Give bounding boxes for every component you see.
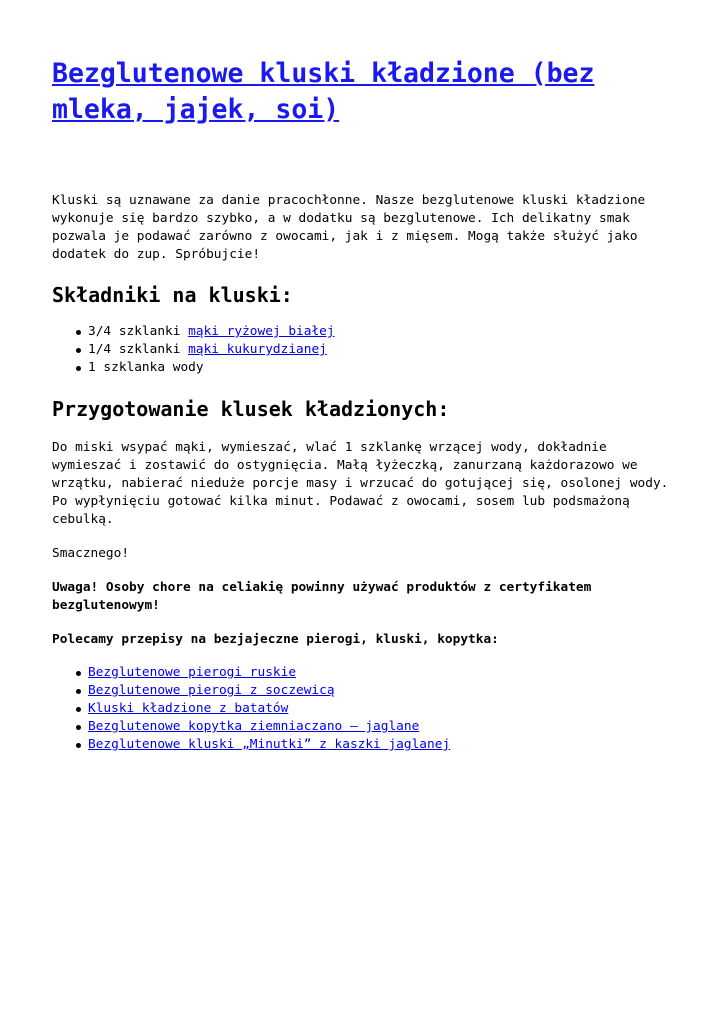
recipe-list-item <box>88 664 682 682</box>
article-title-link[interactable]: Bezglutenowe kluski kładzione (bez mleka, jajek, soi) <box>52 58 595 125</box>
article-title <box>52 56 682 128</box>
ingredients-list <box>52 323 682 377</box>
recipe-list-item <box>88 736 682 754</box>
recipe-link-kopytka[interactable]: Bezglutenowe kopytka ziemniaczano – jaglane <box>88 719 420 734</box>
ingredient-text: 1 szklanka wody <box>88 360 204 375</box>
article <box>52 56 682 754</box>
recipe-link-pierogi-ruskie[interactable]: Bezglutenowe pierogi ruskie <box>88 665 297 680</box>
preparation-paragraph: Do miski wsypać mąki, wymieszać, wlać 1 szklankę wrzącej wody, dokładnie wymieszać i zostawić do ostygnięcia. Małą łyżeczką, zanurzaną każdorazowo we wrzątku, nabierać nieduże porcje masy i wrzucać do gotującej się, osolonej wody. Po wypłynięciu gotować kilka minut. Podawać z owocami, sosem lub podsmażoną cebulką. <box>52 440 669 527</box>
ingredient-item <box>88 323 682 341</box>
ingredients-heading: Składniki na kluski: <box>52 283 293 307</box>
ingredient-item <box>88 359 682 377</box>
recommended-recipes-list <box>52 664 682 754</box>
ingredient-item <box>88 341 682 359</box>
preparation-heading: Przygotowanie klusek kładzionych: <box>52 397 450 421</box>
recipe-list-item <box>88 700 682 718</box>
recipe-list-item <box>88 718 682 736</box>
enjoy-text: Smacznego! <box>52 546 130 561</box>
ingredient-link-corn-flour[interactable]: mąki kukurydzianej <box>188 342 327 357</box>
recipe-link-pierogi-soczewica[interactable]: Bezglutenowe pierogi z soczewicą <box>88 683 335 698</box>
celiac-warning: Uwaga! Osoby chore na celiakię powinny używać produktów z certyfikatem bezglutenowym! <box>52 580 592 613</box>
ingredient-quantity: 3/4 szklanki <box>88 324 189 339</box>
intro-paragraph: Kluski są uznawane za danie pracochłonne. Nasze bezglutenowe kluski kładzione wykonuje się bardzo szybko, a w dodatku są bezglutenowe. Ich delikatny smak pozwala je podawać zarówno z owocami, jak i z mięsem. Mogą także służyć jako dodatek do zup. Spróbujcie! <box>52 193 646 262</box>
ingredient-quantity: 1/4 szklanki <box>88 342 189 357</box>
ingredient-link-rice-flour[interactable]: mąki ryżowej białej <box>188 324 335 339</box>
recipe-link-kluski-bataty[interactable]: Kluski kładzione z batatów <box>88 701 289 716</box>
recipe-link-kluski-minutki[interactable]: Bezglutenowe kluski „Minutki” z kaszki jaglanej <box>88 737 451 752</box>
recommend-heading: Polecamy przepisy na bezjajeczne pierogi, kluski, kopytka: <box>52 632 499 647</box>
recipe-list-item <box>88 682 682 700</box>
